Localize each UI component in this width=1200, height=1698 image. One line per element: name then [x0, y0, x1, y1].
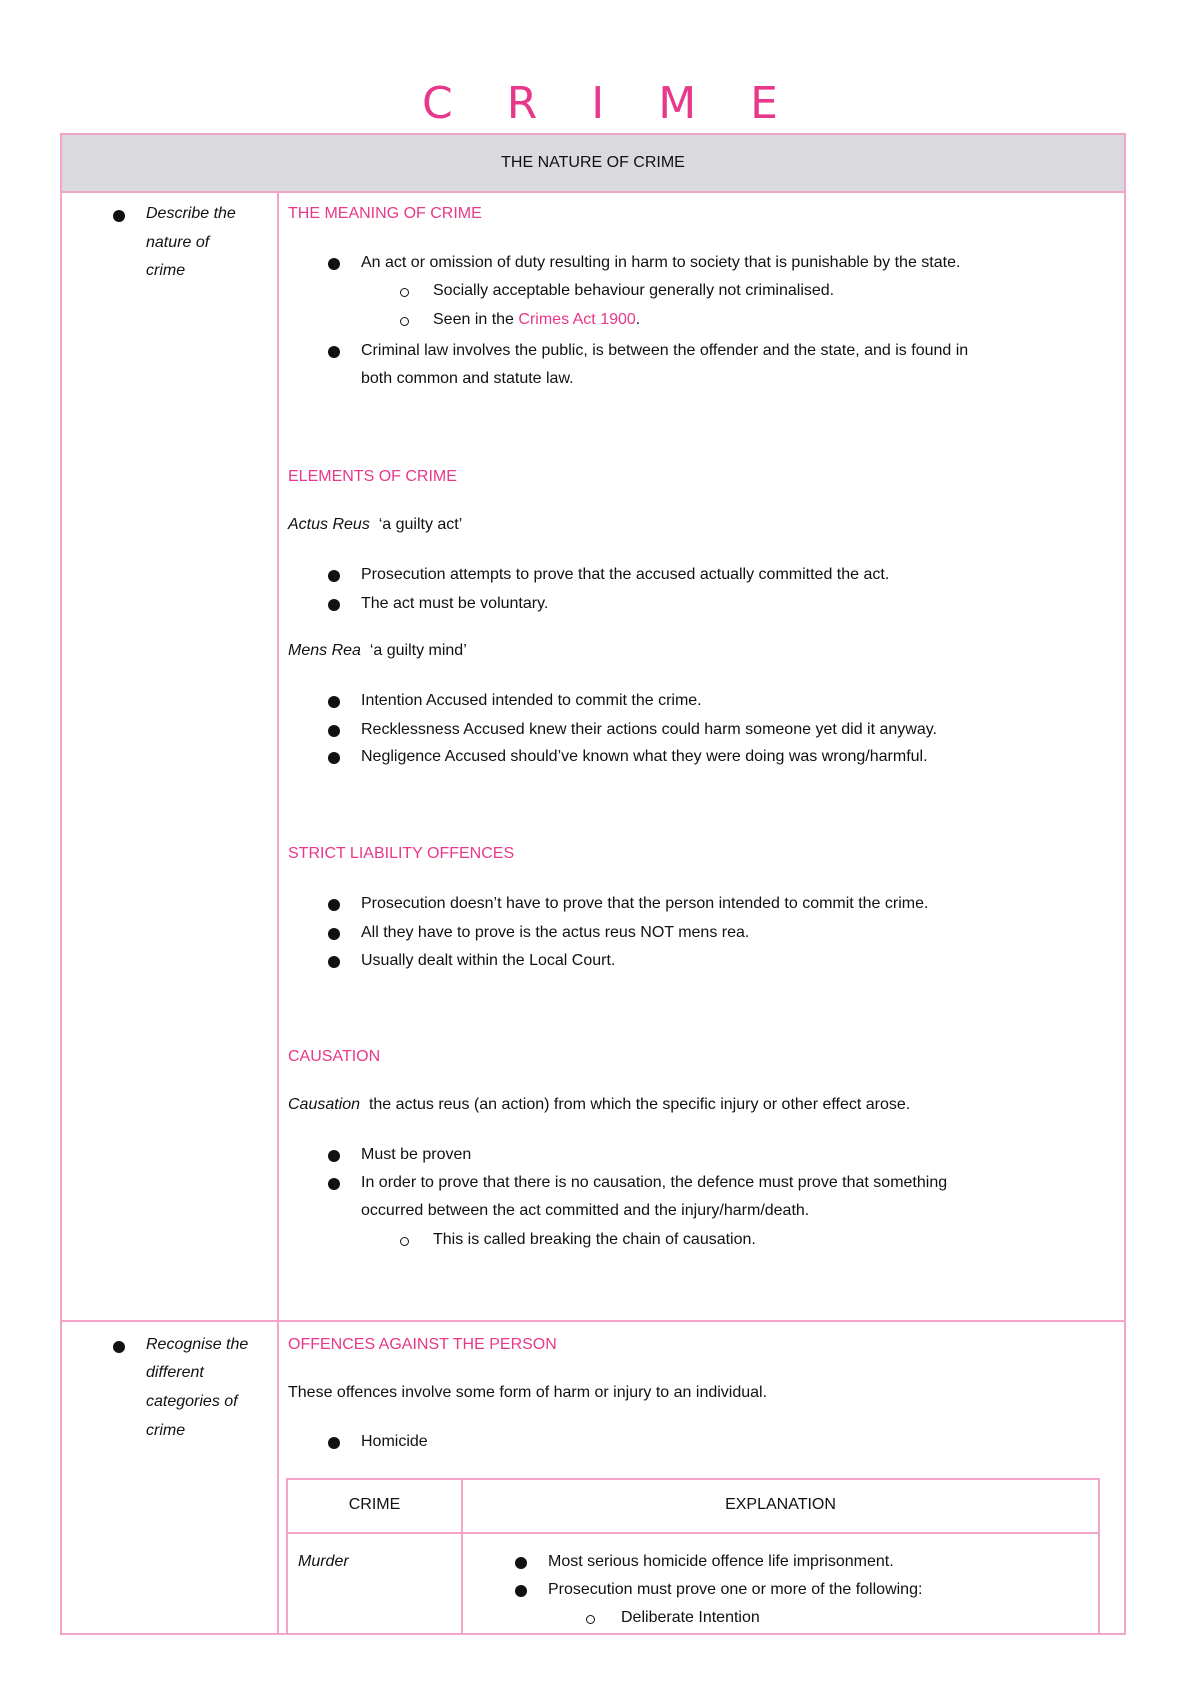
bullet-text: Socially acceptable behaviour generally not criminalised. [433, 282, 835, 299]
inner-table-border [1098, 1478, 1100, 1635]
outcome-text: Recognise the [146, 1336, 249, 1353]
bullet-icon [328, 1178, 340, 1190]
outcome-text: crime [146, 1422, 186, 1439]
outcome-text: Describe the [146, 205, 236, 222]
column-divider [277, 191, 279, 1633]
bullet-text: both common and statute law. [361, 370, 574, 387]
section-heading: ELEMENTS OF CRIME [288, 468, 457, 485]
column-header: CRIME [348, 1496, 401, 1513]
bullet-text: Intention Accused intended to commit the crime. [361, 692, 702, 709]
bullet-icon [328, 1150, 340, 1162]
bullet-text: occurred between the act committed and the injury/harm/death. [361, 1202, 810, 1219]
section-heading: OFFENCES AGAINST THE PERSON [288, 1336, 557, 1353]
bullet-icon [328, 725, 340, 737]
outcome-text: nature of [146, 234, 210, 251]
term: Causation [288, 1096, 361, 1113]
definition: the actus reus (an action) from which the specific injury or other effect arose. [368, 1096, 911, 1113]
bullet-text: Must be proven [361, 1146, 472, 1163]
bullet-icon [328, 599, 340, 611]
term: Actus Reus [288, 516, 370, 533]
crime-name: Murder [298, 1553, 349, 1570]
bullet-text: This is called breaking the chain of causation. [433, 1231, 756, 1248]
definition: ‘a guilty mind’ [369, 642, 467, 659]
bullet-icon [328, 346, 340, 358]
bullet-icon [328, 752, 340, 764]
section-heading: THE MEANING OF CRIME [288, 205, 482, 222]
bullet-text: Most serious homicide offence life imprisonment. [548, 1553, 894, 1570]
bullet-text: Prosecution attempts to prove that the accused actually committed the act. [361, 566, 890, 583]
bullet-text: Homicide [361, 1433, 428, 1450]
bullet-text: In order to prove that there is no causation, the defence must prove that something [361, 1174, 948, 1191]
text-run: . [635, 311, 641, 328]
outcome-text: categories of [146, 1393, 238, 1410]
term-line [288, 1094, 910, 1116]
term-line [288, 514, 462, 536]
bullet-text [433, 309, 640, 331]
bullet-icon [328, 258, 340, 270]
column-header: EXPLANATION [725, 1496, 836, 1513]
bullet-icon [328, 899, 340, 911]
bullet-icon [328, 570, 340, 582]
sub-bullet-icon [400, 288, 409, 297]
bullet-icon [328, 956, 340, 968]
sub-bullet-icon [400, 317, 409, 326]
bullet-text: Prosecution doesn’t have to prove that the person intended to commit the crime. [361, 895, 929, 912]
bullet-icon [515, 1585, 527, 1597]
sub-bullet-icon [586, 1615, 595, 1624]
bullet-icon [328, 1437, 340, 1449]
bullet-text: Usually dealt within the Local Court. [361, 952, 616, 969]
page-title: C R I M E [422, 78, 798, 129]
bullet-icon [113, 210, 125, 222]
bullet-text: Negligence Accused should’ve known what they were doing was wrong/harmful. [361, 748, 928, 765]
bullet-text: The act must be voluntary. [361, 595, 549, 612]
bullet-text: An act or omission of duty resulting in harm to society that is punishable by the state. [361, 254, 961, 271]
intro-text: These offences involve some form of harm or injury to an individual. [288, 1384, 768, 1401]
bullet-icon [113, 1341, 125, 1353]
bullet-text: Prosecution must prove one or more of the following: [548, 1581, 923, 1598]
bullet-icon [515, 1557, 527, 1569]
inner-table-border [286, 1478, 1100, 1480]
text-run: Seen in the [433, 311, 519, 328]
section-heading: STRICT LIABILITY OFFENCES [288, 845, 515, 862]
bullet-icon [328, 928, 340, 940]
bullet-icon [328, 696, 340, 708]
bullet-text: Recklessness Accused knew their actions could harm someone yet did it anyway. [361, 721, 937, 738]
inner-table-border [286, 1532, 1100, 1534]
bullet-text: All they have to prove is the actus reus NOT mens rea. [361, 924, 750, 941]
sub-bullet-icon [400, 1237, 409, 1246]
bullet-text: Deliberate Intention [621, 1609, 760, 1626]
definition: ‘a guilty act’ [378, 516, 463, 533]
bullet-text: Criminal law involves the public, is between the offender and the state, and is found in [361, 342, 969, 359]
table-header: THE NATURE OF CRIME [62, 135, 1124, 193]
term: Mens Rea [288, 642, 361, 659]
section-heading: CAUSATION [288, 1048, 381, 1065]
outcome-text: crime [146, 262, 186, 279]
act-reference: Crimes Act 1900 [518, 311, 636, 328]
term-line [288, 640, 467, 662]
outcome-text: different [146, 1364, 204, 1381]
row-divider [62, 1320, 1124, 1322]
